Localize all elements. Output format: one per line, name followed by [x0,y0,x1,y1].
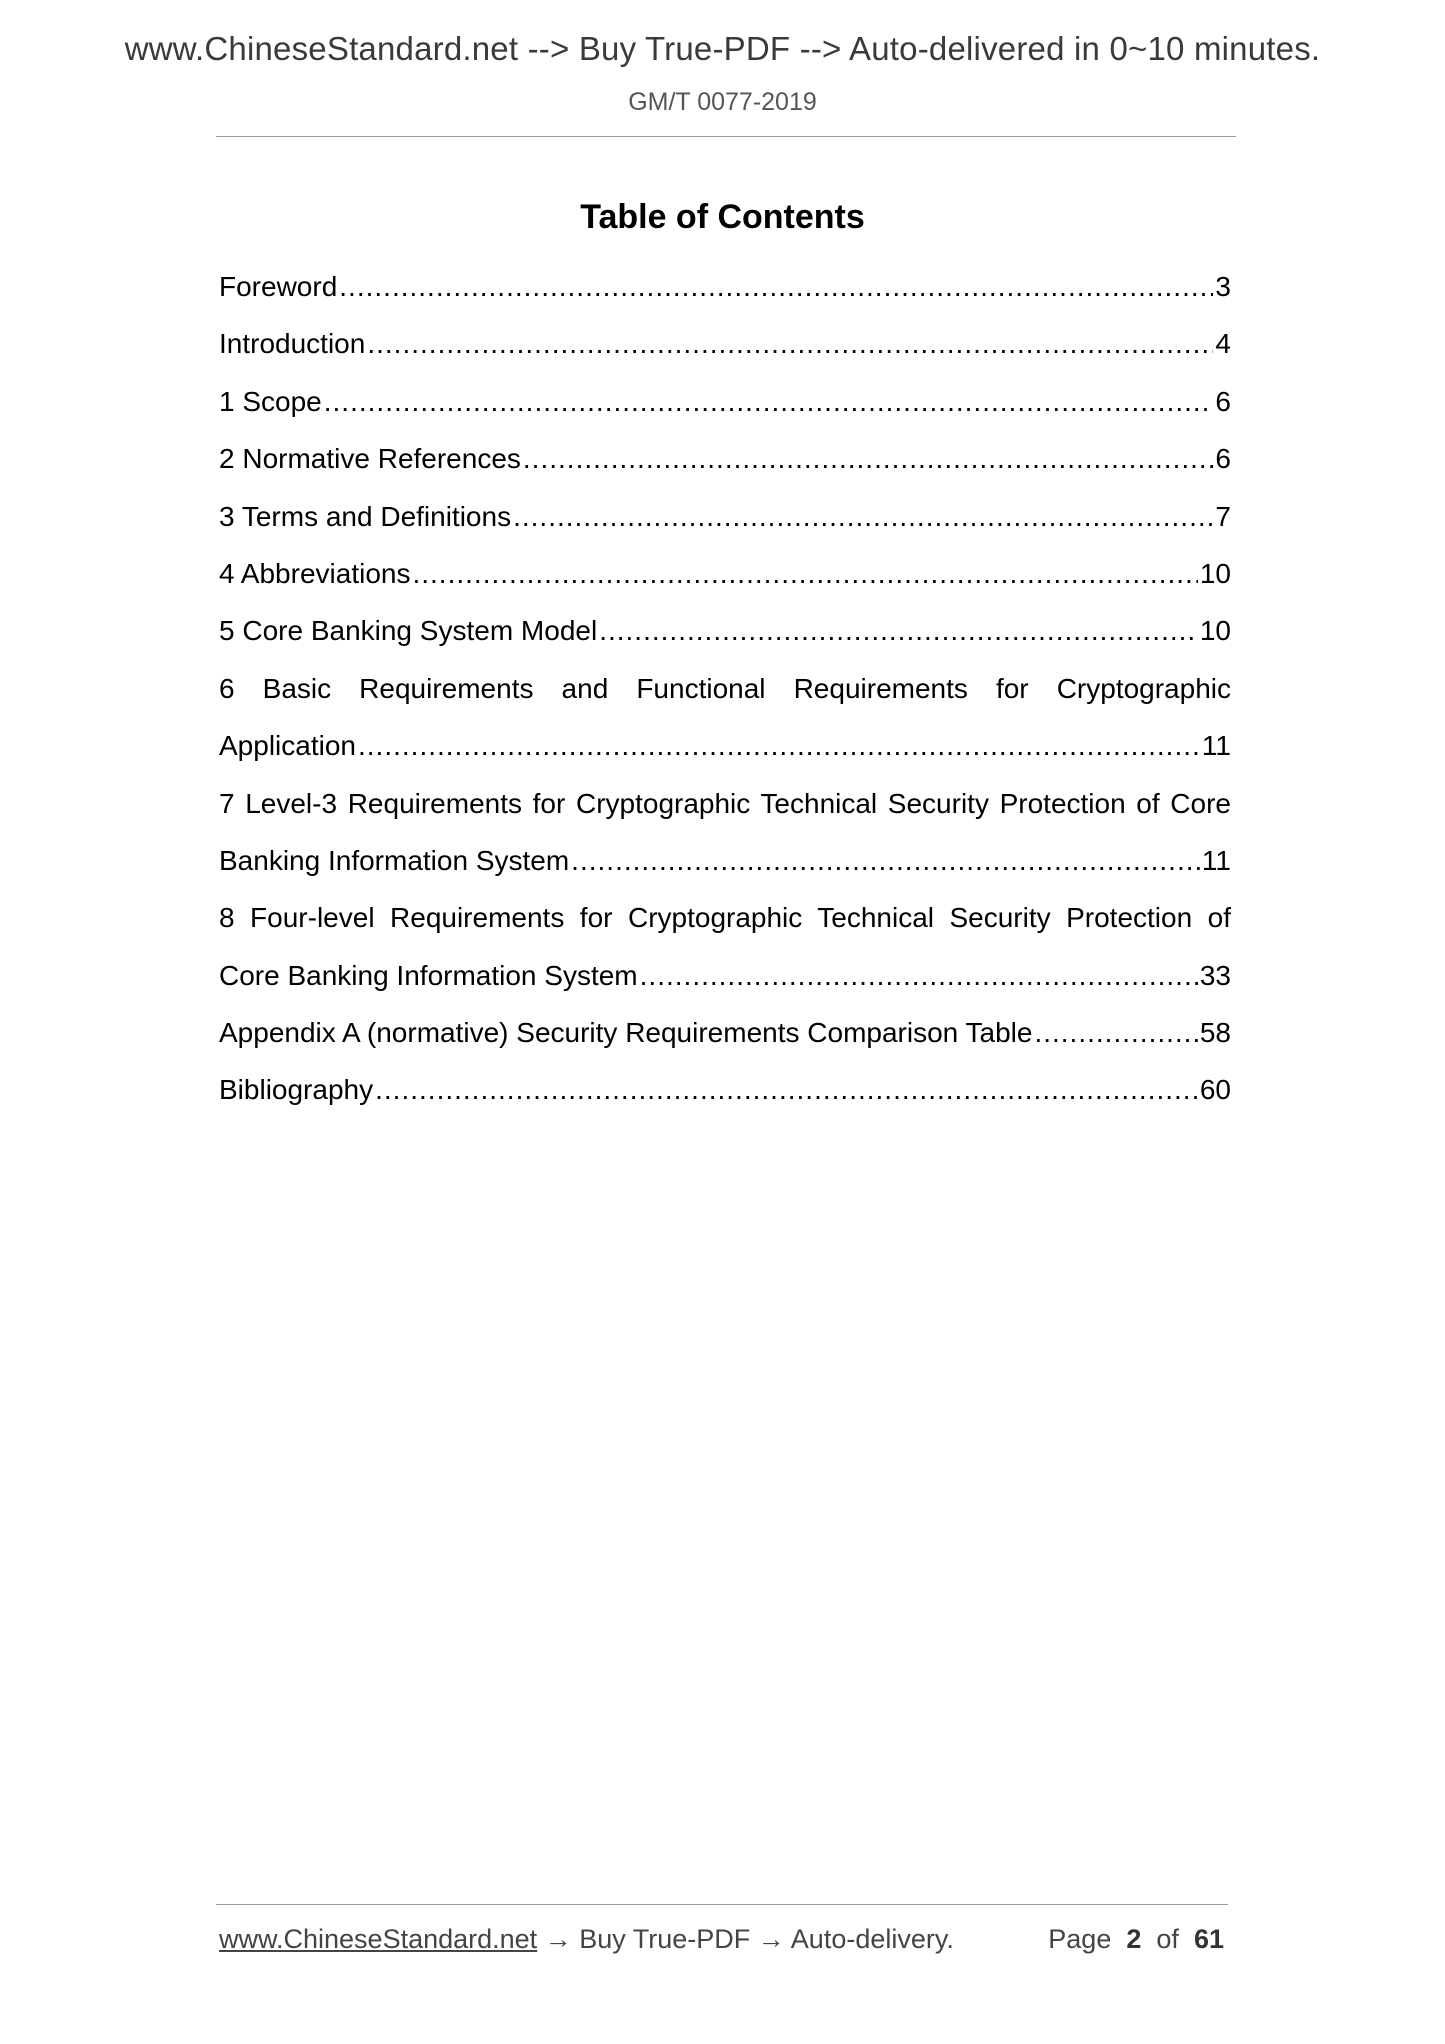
toc-entry-normative-references[interactable] [219,430,1231,487]
toc-entry-label: Foreword [219,271,338,302]
toc-leader [640,947,1198,1004]
site-banner: www.ChineseStandard.net --> Buy True-PDF --> Auto-delivered in 0~10 minutes. [124,30,1321,67]
footer-buy-text: Buy True-PDF [579,1924,751,1954]
footer-site-link[interactable]: www.ChineseStandard.net [219,1924,538,1954]
footer-divider [216,1904,1228,1905]
toc-entry-abbreviations[interactable] [219,545,1231,602]
toc-entry-label: Core Banking Information System [219,959,638,991]
toc-entry-four-level-line2[interactable] [219,947,1231,1004]
toc-leader [358,717,1200,774]
document-code: GM/T 0077-2019 [628,88,817,116]
toc-entry-label: Banking Information System [219,844,570,876]
toc-entry-terms-definitions[interactable] [219,488,1231,545]
toc-entry-basic-requirements-line2[interactable] [219,717,1231,774]
toc-entry-label: 2 Normative References [219,443,521,475]
toc-leader [367,315,1213,372]
arrow-icon: → [544,1924,572,1954]
arrow-icon: → [757,1924,785,1954]
toc-leader [375,1061,1198,1118]
toc-entry-four-level-line1[interactable]: 8 Four-level Requirements for Cryptographic Technical Security Protection of [219,902,1231,934]
toc-entry-label: 1 Scope [219,385,322,417]
page-footer [219,1924,1224,1955]
toc-leader [513,488,1213,545]
toc-leader [571,832,1200,889]
toc-leader [412,545,1197,602]
of-label: of [1156,1924,1179,1954]
toc-entry-level3-line1[interactable]: 7 Level-3 Requirements for Cryptographic Technical Security Protection of Core [219,787,1231,819]
toc-page-number: 60 [1199,1074,1231,1106]
toc-entry-foreword[interactable] [219,258,1231,315]
total-pages-number: 61 [1193,1924,1224,1954]
toc-title: Table of Contents [580,198,865,236]
toc-entry-basic-requirements-line1[interactable]: 6 Basic Requirements and Functional Requirements for Cryptographic [219,672,1231,704]
toc-entry-label: Application [219,730,356,762]
toc-page-number: 6 [1215,385,1231,417]
toc-page-number: 11 [1201,730,1231,762]
toc-leader [523,430,1214,487]
toc-entry-label: 4 Abbreviations [219,557,411,589]
toc-page-number: 7 [1215,500,1231,532]
toc-entry-label: 3 Terms and Definitions [219,500,512,532]
toc-leader [1034,1004,1197,1061]
toc-page-number: 6 [1215,443,1231,475]
toc-page-number: 10 [1199,557,1231,589]
toc-entry-label: 5 Core Banking System Model [219,615,598,647]
toc-leader [599,602,1198,659]
toc-entry-appendix-a[interactable] [219,1004,1231,1061]
table-of-contents [219,258,1231,1119]
toc-entry-label: Introduction [219,328,366,360]
toc-leader [339,258,1213,315]
toc-page-number: 10 [1199,615,1231,647]
footer-delivery-text: Auto-delivery. [790,1924,954,1954]
page-label: Page [1048,1924,1112,1954]
toc-entry-bibliography[interactable] [219,1061,1231,1118]
toc-entry-label: Bibliography [219,1074,374,1106]
toc-entry-core-banking-model[interactable] [219,602,1231,659]
toc-page-number: 11 [1201,844,1231,876]
toc-entry-level3-line2[interactable] [219,832,1231,889]
toc-page-number: 58 [1199,1017,1231,1049]
toc-entry-introduction[interactable] [219,315,1231,372]
toc-entry-label: Appendix A (normative) Security Requirements Comparison Table [219,1017,1033,1049]
toc-entry-scope[interactable] [219,373,1231,430]
toc-page-number: 4 [1215,328,1231,360]
page-indicator [1048,1924,1224,1955]
current-page-number: 2 [1126,1924,1142,1954]
toc-leader [324,373,1214,430]
toc-page-number: 33 [1199,959,1231,991]
toc-page-number: 3 [1215,271,1231,302]
header-divider [216,136,1236,137]
